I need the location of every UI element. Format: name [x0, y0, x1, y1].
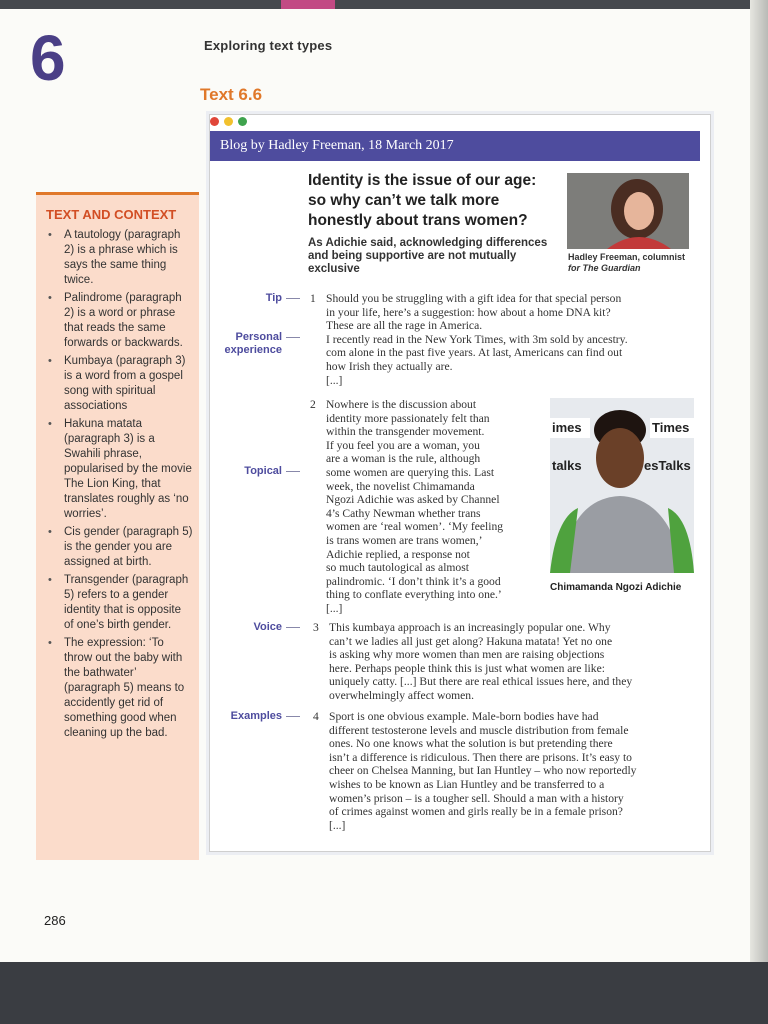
sidebar-item: • Palindrome (paragraph 2) is a word or phrase that reads the same forwards or backwards. — [48, 292, 183, 349]
annotation-line — [286, 337, 300, 338]
paragraph-number: 4 — [313, 710, 319, 723]
paragraph-line: identity more passionately felt than — [326, 411, 490, 425]
paragraph-line: [...] — [329, 818, 346, 832]
sign-talks-left: talks — [552, 458, 582, 473]
paragraph-line: Sport is one obvious example. Male-born bodies have had — [329, 710, 599, 723]
paragraph-line: overwhelmingly affect women. — [329, 688, 474, 702]
adichie-photo — [550, 398, 694, 573]
annotation-line — [286, 716, 300, 717]
annotation-line — [286, 627, 300, 628]
columnist-caption: Hadley Freeman, columnist for The Guardian — [568, 252, 686, 273]
text-and-context-sidebar — [36, 192, 199, 860]
paragraph-line: week, the novelist Chimamanda — [326, 479, 475, 493]
columnist-portrait-icon — [567, 173, 689, 249]
sidebar-item: • Transgender (paragraph 5) refers to a gender identity that is opposite of one’s birth gender. — [48, 574, 189, 631]
sidebar-item: • Kumbaya (paragraph 3) is a word from a gospel song with spiritual associations — [48, 355, 186, 412]
paragraph-line: here. Perhaps people think this is just what women are like: — [329, 661, 605, 675]
green-dot-icon — [238, 117, 247, 126]
bullet-icon: • — [48, 526, 52, 538]
annotation-tip: Tip — [230, 292, 300, 305]
sidebar-item: • The expression: ‘To throw out the baby with the bathwater’ (paragraph 5) means to accidently get rid of something good when cleaning up the bad. — [48, 637, 185, 739]
paragraph-line: [...] — [326, 601, 343, 615]
page-number: 286 — [44, 913, 66, 928]
annotation-voice: Voice — [220, 621, 300, 634]
sidebar-list — [36, 228, 199, 741]
sidebar-item: • Hakuna matata (paragraph 3) is a Swahili phrase, popularised by the movie The Lion King, that translates roughly as ‘no worries’. — [48, 418, 192, 520]
paragraph-line: some women are querying this. Last — [326, 465, 495, 479]
paragraph-line: ones. No one knows what the solution is but pretending there — [329, 737, 613, 751]
bullet-icon: • — [48, 418, 52, 430]
paragraph-line: thing to conflate everything into one.’ — [326, 588, 502, 602]
paragraph-number: 2 — [310, 398, 316, 411]
bookmark-tab — [281, 0, 335, 9]
chapter-number: 6 — [30, 22, 66, 94]
page-top-edge — [0, 0, 768, 9]
bullet-icon: • — [48, 292, 52, 304]
paragraph-line: so much tautological as almost — [326, 561, 469, 575]
paragraph-line: These are all the rage in America. — [326, 319, 483, 333]
paragraph-line: 4’s Cathy Newman whether trans — [326, 506, 481, 520]
bullet-icon: • — [48, 355, 52, 367]
paragraph-line: isn’t a difference is ridiculous. Then there are prisons. It’s easy to — [329, 750, 632, 764]
paragraph-line: are a woman is the rule, although — [326, 452, 481, 466]
paragraph-3 — [329, 621, 699, 703]
paragraph-line: can’t we ladies all just get along? Hakuna matata! Yet no one — [329, 634, 613, 648]
blog-byline: Blog by Hadley Freeman, 18 March 2017 — [220, 138, 454, 153]
bullet-icon: • — [48, 574, 52, 586]
paragraph-line: cheer on Chelsea Manning, but Ian Huntley – who now reportedly — [329, 764, 637, 778]
paragraph-line: Ngozi Adichie was asked by Channel — [326, 493, 500, 507]
sidebar-item: • Cis gender (paragraph 5) is the gender you are assigned at birth. — [48, 526, 193, 568]
blog-title-bar — [210, 131, 700, 161]
annotation-topical: Topical — [220, 465, 300, 478]
paragraph-line: wishes to be known as Lian Huntley and be transferred to a — [329, 777, 605, 791]
article-standfirst: As Adichie said, acknowledging differences and being supportive are not mutually exclusive — [308, 237, 548, 275]
bullet-icon: • — [48, 229, 52, 241]
paragraph-line: different testosterone levels and muscle distribution from female — [329, 723, 629, 737]
annotation-line — [286, 471, 300, 472]
paragraph-line: of crimes against women and girls really be in a female prison? — [329, 805, 623, 819]
section-title: Exploring text types — [204, 38, 333, 53]
article-headline: Identity is the issue of our age: so why can’t we talk more honestly about trans women? — [308, 172, 537, 229]
paragraph-line: is asking why more women than men are raising objections — [329, 648, 605, 662]
paragraph-1 — [326, 292, 686, 387]
paragraph-line: I recently read in the New York Times, with 3m sold by ancestry. — [326, 332, 628, 346]
paragraph-line: This kumbaya approach is an increasingly popular one. Why — [329, 621, 611, 634]
sign-talks-right: esTalks — [644, 458, 691, 473]
adichie-portrait-icon — [550, 398, 694, 573]
paragraph-line: palindromic. ‘I don’t think it’s a good — [326, 574, 501, 588]
sign-text-left: imes — [552, 420, 582, 435]
paragraph-line: within the transgender movement. — [326, 425, 485, 439]
paragraph-line: com alone in the past five years. At last, Americans can find out — [326, 346, 623, 360]
adichie-caption: Chimamanda Ngozi Adichie — [550, 582, 682, 593]
paragraph-line: Nowhere is the discussion about — [326, 398, 477, 411]
annotation-examples: Examples — [210, 710, 300, 723]
paragraph-line: in your life, here’s a suggestion: how about a home DNA kit? — [326, 305, 611, 319]
paragraph-line: If you feel you are a woman, you — [326, 438, 480, 452]
yellow-dot-icon — [224, 117, 233, 126]
annotation-personal-experience: Personal experience — [205, 331, 300, 357]
paragraph-line: Adichie replied, a response not — [326, 547, 470, 561]
paragraph-line: women’s prison – is a tougher sell. Should a man with a history — [329, 791, 624, 805]
columnist-photo — [567, 173, 689, 249]
sidebar-title: TEXT AND CONTEXT — [46, 207, 177, 222]
paragraph-line: Should you be struggling with a gift idea for that special person — [326, 292, 622, 305]
paragraph-4 — [329, 710, 699, 832]
red-dot-icon — [210, 117, 219, 126]
sign-text-right: Times — [652, 420, 690, 435]
paragraph-line: uniquely catty. [...] But there are real ethical issues here, and they — [329, 675, 633, 689]
paragraph-number: 3 — [313, 621, 319, 634]
sidebar-item: • A tautology (paragraph 2) is a phrase which is says the same thing twice. — [48, 229, 181, 286]
paragraph-2 — [326, 398, 548, 616]
paragraph-line: women are ‘real women’. ‘My feeling — [326, 520, 504, 534]
annotation-line — [286, 298, 300, 299]
bullet-icon: • — [48, 637, 52, 649]
book-spine-shadow — [750, 0, 768, 962]
paragraph-line: is trans women are trans women,’ — [326, 533, 483, 547]
text-label: Text 6.6 — [200, 85, 263, 104]
paragraph-line: [...] — [326, 373, 343, 387]
paragraph-line: how Irish they actually are. — [326, 359, 453, 373]
paragraph-number: 1 — [310, 292, 316, 305]
